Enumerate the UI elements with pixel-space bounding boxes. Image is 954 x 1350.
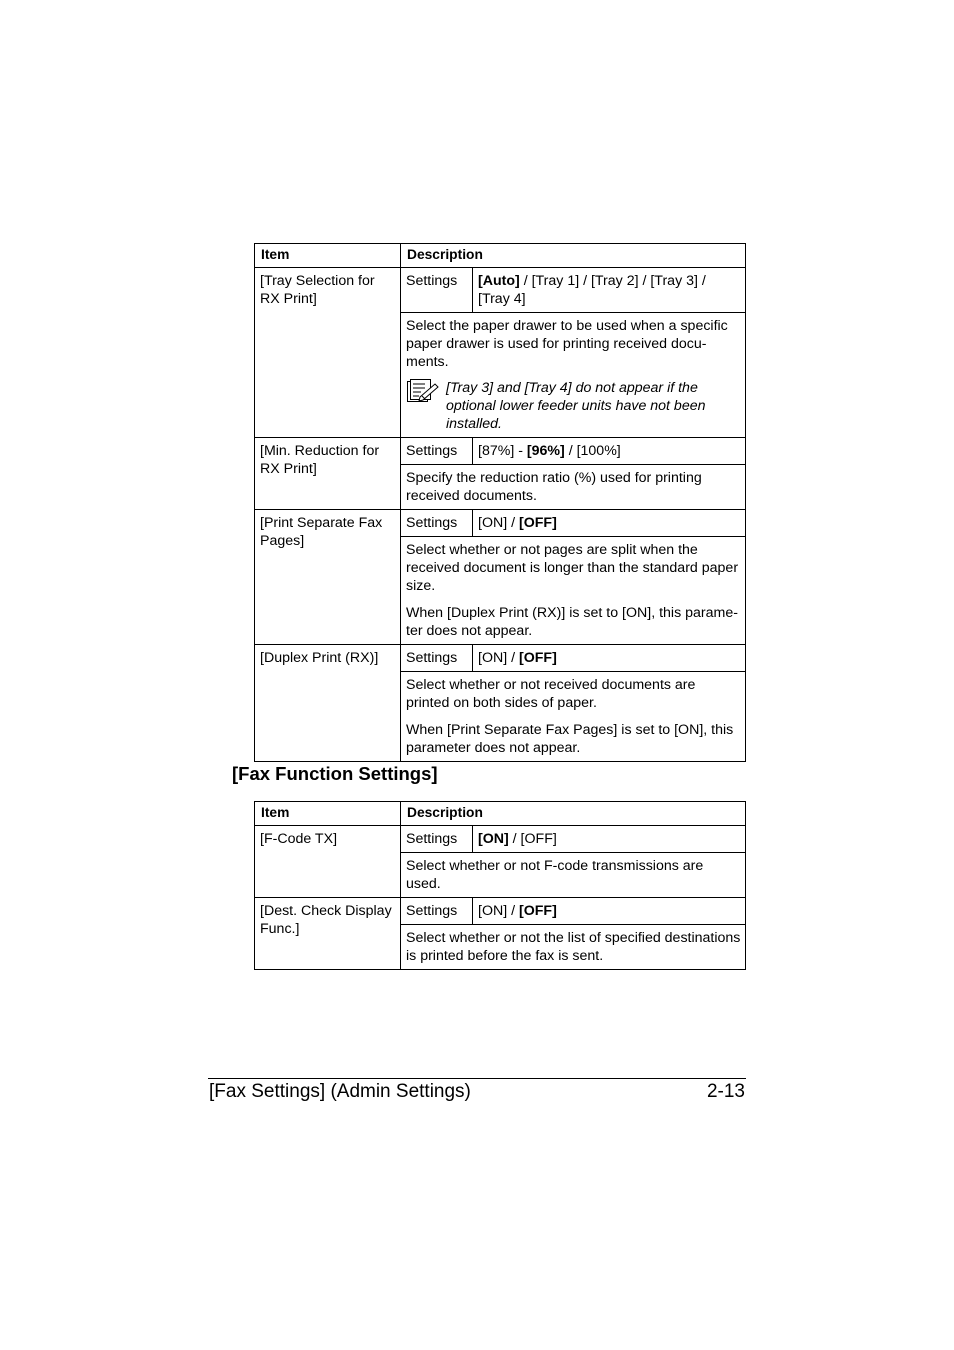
description-cell [401,313,746,438]
description-text: Select whether or not the list of specified destinations is printed before the fax is sent. [406,930,741,964]
section-title: [Fax Function Settings] [232,763,438,784]
note-text: [Tray 3] and [Tray 4] do not appear if the optional lower feeder units have not been installed. [446,380,706,432]
column-header-item: Item [255,802,401,826]
description-cell [401,537,746,645]
description-text: Select whether or not received documents are printed on both sides of paper. [406,677,696,711]
option-value: [ON] / [478,515,519,531]
description-cell [401,465,746,510]
description-cell [401,672,746,762]
description-text: When [Duplex Print (RX)] is set to [ON], this parame-ter does not appear. [406,605,738,639]
table-header-row [255,802,746,826]
settings-table-rx-print [254,243,746,762]
option-value: / [Tray 1] / [Tray 2] / [Tray 3] / [Tray 4] [478,273,706,307]
table-row [255,510,746,537]
settings-label: Settings [401,645,473,672]
settings-values [473,438,746,465]
table-row [255,645,746,672]
footer-divider [208,1078,746,1079]
item-name: [Min. Reduction for RX Print] [255,438,401,510]
table-header-row [255,244,746,268]
column-header-item: Item [255,244,401,268]
settings-label: Settings [401,268,473,313]
option-value: / [100%] [564,443,621,459]
table-body [255,802,746,970]
page-number: 2-13 [706,1081,745,1102]
item-name: [Dest. Check Display Func.] [255,898,401,970]
table-row [255,898,746,925]
settings-label: Settings [401,510,473,537]
option-value: [87%] - [478,443,527,459]
default-value: [Auto] [478,273,520,289]
table-row [255,826,746,853]
note [406,379,741,433]
settings-values [473,268,746,313]
option-value: [ON] / [478,650,519,666]
description-text: When [Print Separate Fax Pages] is set to [ON], this parameter does not appear. [406,722,734,756]
item-name: [Print Separate Fax Pages] [255,510,401,645]
table-body [255,244,746,762]
table-row [255,438,746,465]
footer-chapter-title: [Fax Settings] (Admin Settings) [209,1081,471,1102]
description-cell [401,853,746,898]
description-text: Select whether or not pages are split when the received document is longer than the standard paper size. [406,542,739,594]
default-value: [OFF] [519,515,557,531]
settings-values [473,898,746,925]
column-header-description: Description [401,244,746,268]
settings-values [473,645,746,672]
item-name: [Tray Selection for RX Print] [255,268,401,438]
column-header-description: Description [401,802,746,826]
option-value: / [OFF] [508,831,557,847]
description-cell [401,925,746,970]
default-value: [OFF] [519,903,557,919]
settings-label: Settings [401,898,473,925]
option-value: [ON] / [478,903,519,919]
description-text: Select the paper drawer to be used when a specific paper drawer is used for printing received docu-ments. [406,318,728,370]
settings-table-fax-function [254,801,746,970]
default-value: [OFF] [519,650,557,666]
settings-values [473,510,746,537]
default-value: [ON] [478,831,509,847]
description-text: Specify the reduction ratio (%) used for printing received documents. [406,470,702,504]
settings-label: Settings [401,438,473,465]
item-name: [F-Code TX] [255,826,401,898]
default-value: [96%] [526,443,565,459]
memo-pencil-icon [406,379,446,433]
description-text: Select whether or not F-code transmissions are used. [406,858,704,892]
table-row [255,268,746,313]
item-name: [Duplex Print (RX)] [255,645,401,762]
settings-values [473,826,746,853]
settings-label: Settings [401,826,473,853]
